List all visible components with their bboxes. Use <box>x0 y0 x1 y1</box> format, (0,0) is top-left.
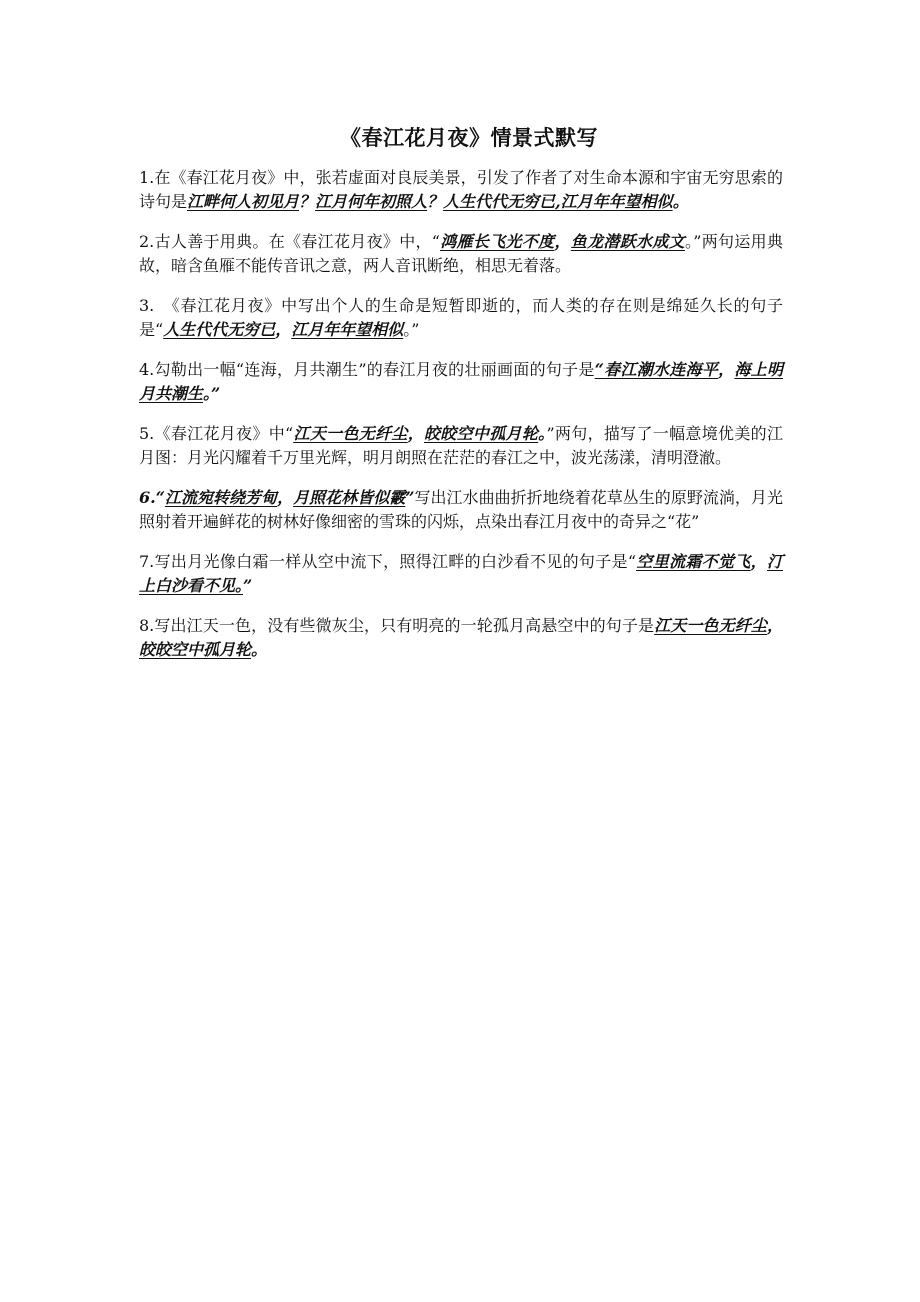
question-text: 3. 《春江花月夜》中写出个人的生命是短暂即逝的，而人类的存在则是绵延久长的句子是“ <box>139 296 783 339</box>
answer-text: 江月年年望相似 <box>291 320 404 339</box>
question-7 <box>139 550 783 598</box>
question-text: 。”两句运用典故，暗含鱼雁不能传音讯之意，两人音讯断绝，相思无着落。 <box>139 232 783 275</box>
answer-punct: ， <box>750 552 767 571</box>
answer-text: 鱼龙潜跃水成文 <box>570 232 685 251</box>
answer-text: 海上明月共潮生 <box>139 360 783 403</box>
answer-text: 江畔何人初见月 <box>187 192 300 211</box>
answer-punct: 。 <box>672 192 689 211</box>
question-3 <box>139 294 783 342</box>
question-text: 2.古人善于用典。在《春江花月夜》中，“ <box>139 232 440 251</box>
answer-punct: 。” <box>203 384 221 403</box>
question-text: 8.写出江天一色，没有些微灰尘，只有明亮的一轮孤月高悬空中的句子是 <box>139 616 655 635</box>
question-text: 5.《春江花月夜》中“ <box>139 424 294 443</box>
question-text: 写出江水曲曲折折地绕着花草丛生的原野流淌，月光照射着开遍鲜花的树林好像细密的雪珠的闪烁，点染出春江月夜中的奇异之“花” <box>139 488 783 531</box>
question-2 <box>139 230 783 278</box>
answer-text: 空里流霜不觉飞 <box>636 552 751 571</box>
answer-text: 江月年年望相似 <box>560 192 673 211</box>
answer-punct: , <box>555 192 561 211</box>
answer-punct: ” <box>243 576 253 595</box>
answer-text: 鸿雁长飞光不度 <box>440 232 555 251</box>
answer-punct: 。 <box>251 640 268 659</box>
question-8 <box>139 614 783 662</box>
question-text: 。” <box>403 320 420 339</box>
answer-punct: ， <box>554 232 571 251</box>
answer-text: 江天一色无纤尘 <box>293 424 408 443</box>
question-text: ”两句，描写了一幅意境优美的江月图：月光闪耀着千万里光辉，明月朗照在茫茫的春江之中，波光荡漾，清明澄澈。 <box>139 424 783 467</box>
question-text: 7.写出月光像白霜一样从空中流下，照得江畔的白沙看不见的句子是“ <box>139 552 637 571</box>
answer-punct: ， <box>766 616 783 635</box>
answer-text: “春江潮水连海平 <box>594 360 719 379</box>
answer-punct: 6.“ <box>139 488 165 507</box>
question-5 <box>139 422 783 470</box>
question-4 <box>139 358 783 406</box>
answer-text: 人生代代无穷已 <box>163 320 276 339</box>
answer-punct: ， <box>275 320 292 339</box>
answer-text: 皎皎空中孤月轮 <box>139 640 252 659</box>
page-title: 《春江花月夜》情景式默写 <box>340 126 598 150</box>
answer-punct: ， <box>277 488 294 507</box>
question-6 <box>139 486 783 534</box>
answer-text: 月照花林皆似霰 <box>293 488 406 507</box>
answer-punct: ？ <box>299 192 316 211</box>
answer-text: 江天一色无纤尘 <box>654 616 767 635</box>
answer-text: 汀上白沙看不见。 <box>139 552 783 595</box>
answer-punct: ， <box>407 424 424 443</box>
answer-punct: ？ <box>427 192 444 211</box>
answer-text: 江流宛转绕芳甸 <box>164 488 278 507</box>
answer-punct: 。 <box>538 424 547 443</box>
answer-punct: ， <box>718 360 735 379</box>
answer-punct: ” <box>405 488 415 507</box>
question-text: 4.勾勒出一幅“连海，月共潮生”的春江月夜的壮丽画面的句子是 <box>139 360 595 379</box>
answer-text: 皎皎空中孤月轮 <box>424 424 539 443</box>
question-1 <box>139 166 783 214</box>
question-list <box>139 166 783 666</box>
answer-text: 江月何年初照人 <box>315 192 428 211</box>
answer-text: 人生代代无穷已 <box>443 192 556 211</box>
question-text: 1.在《春江花月夜》中，张若虚面对良辰美景，引发了作者了对生命本源和宇宙无穷思索的诗句是 <box>139 168 783 211</box>
